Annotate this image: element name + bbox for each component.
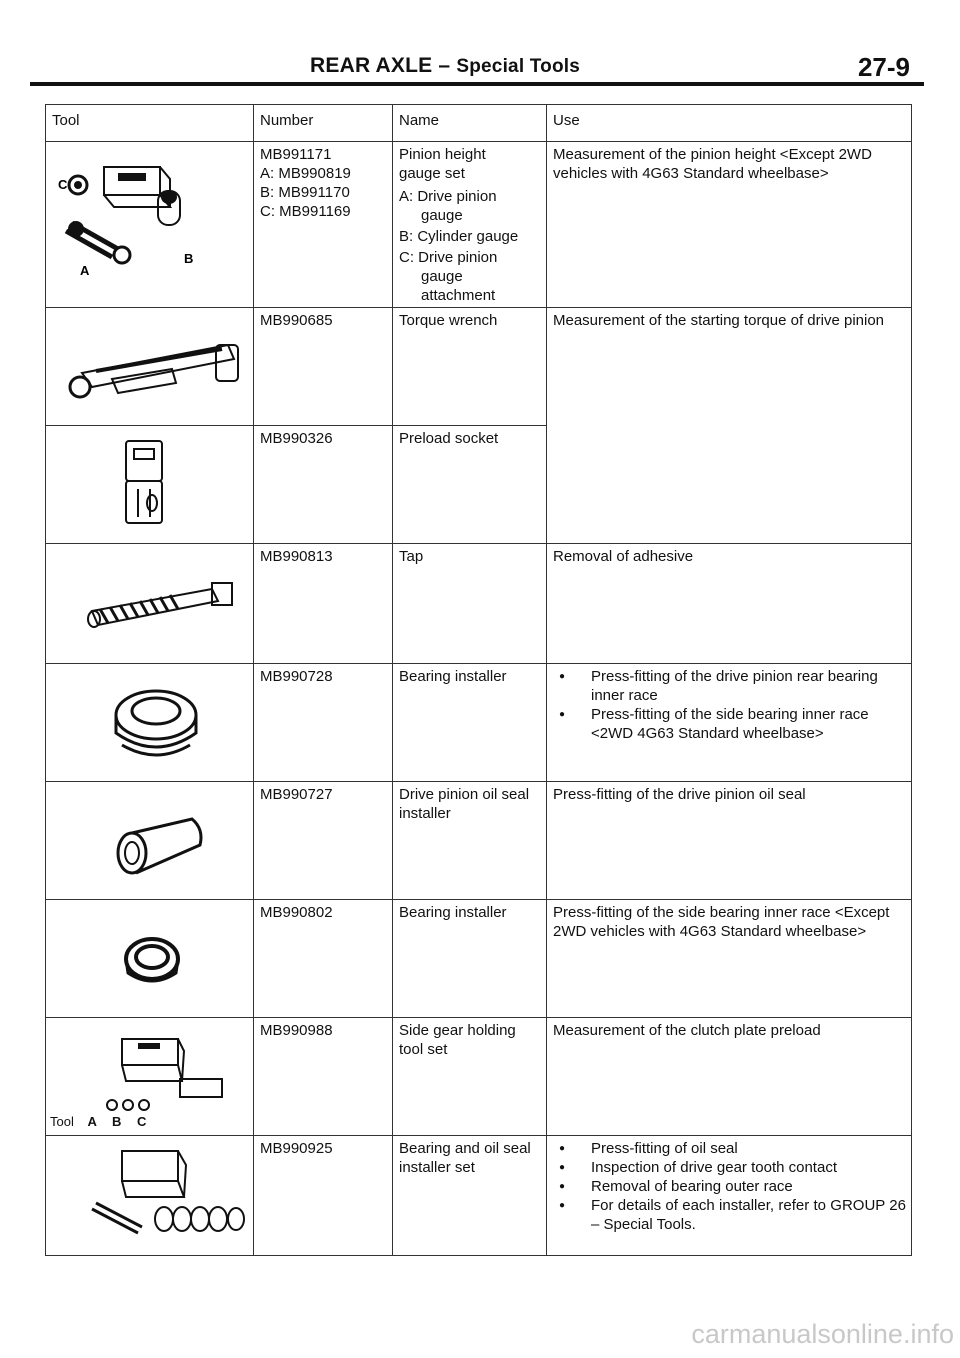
tool-name-cell: [393, 142, 547, 308]
bearing-oil-seal-installer-set-icon: [52, 1139, 248, 1251]
list-item: ● Press-fitting of the drive pinion rear bearing inner race: [553, 667, 906, 705]
section-subtitle: Special Tools: [456, 56, 581, 77]
table-row: [46, 1018, 912, 1136]
bearing-installer-icon: [52, 667, 248, 777]
tool-number-cell: MB990802: [254, 900, 393, 1018]
tool-name-cell: Side gear holding tool set: [393, 1018, 547, 1136]
list-item: ● Removal of bearing outer race: [553, 1177, 906, 1196]
column-header-use: Use: [547, 105, 912, 142]
tool-illustration-cell: [46, 308, 254, 426]
oil-seal-installer-icon: [52, 785, 248, 895]
table-row: [46, 900, 912, 1018]
column-header-tool: Tool: [46, 105, 254, 142]
side-bearing-installer-icon: [52, 903, 248, 1013]
gauge-label-a: A: [80, 263, 90, 278]
tool-number: B: MB991170: [260, 184, 350, 201]
page-header: [40, 52, 910, 80]
table-row: [46, 544, 912, 664]
tool-label: Tool: [50, 1114, 74, 1129]
table-row: [46, 1136, 912, 1256]
tool-illustration-cell: [46, 782, 254, 900]
table-row: [46, 782, 912, 900]
tool-use-cell: Measurement of the clutch plate preload: [547, 1018, 912, 1136]
tool-subname: C: Drive pinion: [399, 249, 498, 266]
use-list: [553, 667, 906, 743]
tool-illustration-cell: [46, 426, 254, 544]
table-header-row: [46, 105, 912, 142]
tool-illustration-cell: [46, 900, 254, 1018]
tool-number: C: MB991169: [260, 203, 351, 220]
tool-name: gauge set: [399, 165, 465, 182]
tool-use-cell: Removal of adhesive: [547, 544, 912, 664]
list-item: ● Press-fitting of oil seal: [553, 1139, 906, 1158]
tool-subname: gauge: [421, 207, 463, 224]
tool-use-cell: [547, 664, 912, 782]
table-row: [46, 664, 912, 782]
tool-subname: gauge: [421, 268, 463, 285]
tool-number-cell: MB990685: [254, 308, 393, 426]
tool-illustration-cell: [46, 142, 254, 308]
tool-illustration-cell: [46, 544, 254, 664]
tool-subname: attachment: [421, 287, 496, 304]
tool-illustration-cell: [46, 1018, 254, 1136]
tool-number-cell: MB990728: [254, 664, 393, 782]
tool-abc-label: [50, 1112, 152, 1131]
tool-use-cell: [547, 1136, 912, 1256]
preload-socket-icon: [52, 429, 248, 539]
title-dash: –: [438, 54, 451, 77]
pinion-height-gauge-set-icon: [52, 145, 248, 293]
gauge-label-c: C: [58, 177, 68, 192]
torque-wrench-icon: [52, 311, 248, 421]
list-item: ● Inspection of drive gear tooth contact: [553, 1158, 906, 1177]
tool-letters: A B C: [87, 1114, 153, 1129]
tool-name-cell: Bearing installer: [393, 664, 547, 782]
tool-name: Pinion height: [399, 146, 486, 163]
tool-use-cell: Measurement of the pinion height <Except 2WD vehicles with 4G63 Standard wheelbase>: [547, 142, 912, 308]
tool-use-cell: Press-fitting of the side bearing inner race <Except 2WD vehicles with 4G63 Standard wheelbase>: [547, 900, 912, 1018]
list-item: ● Press-fitting of the side bearing inner race <2WD 4G63 Standard wheelbase>: [553, 705, 906, 743]
tool-number-cell: [254, 142, 393, 308]
gauge-label-b: B: [184, 251, 194, 266]
tool-number: MB991171: [260, 146, 332, 163]
special-tools-table: [45, 104, 912, 1256]
tool-name-cell: Drive pinion oil seal installer: [393, 782, 547, 900]
tool-illustration-cell: [46, 664, 254, 782]
page-number: 27-9: [857, 52, 910, 82]
tool-name-cell: Bearing and oil seal installer set: [393, 1136, 547, 1256]
tool-number-cell: MB990727: [254, 782, 393, 900]
column-header-name: Name: [393, 105, 547, 142]
tool-illustration-cell: [46, 1136, 254, 1256]
section-title: REAR AXLE: [310, 54, 433, 77]
tool-number-cell: MB990813: [254, 544, 393, 664]
tool-use-cell: Measurement of the starting torque of drive pinion: [547, 308, 912, 544]
tool-number-cell: MB990988: [254, 1018, 393, 1136]
tool-number: A: MB990819: [260, 165, 351, 182]
watermark: carmanualsonline.info: [691, 1319, 954, 1349]
tool-name-cell: Bearing installer: [393, 900, 547, 1018]
header-rule: [30, 82, 924, 86]
table-row: [46, 308, 912, 426]
tool-number-cell: MB990326: [254, 426, 393, 544]
tool-number-cell: MB990925: [254, 1136, 393, 1256]
page-title: [310, 54, 580, 78]
tool-name-cell: Tap: [393, 544, 547, 664]
column-header-number: Number: [254, 105, 393, 142]
tool-use-cell: Press-fitting of the drive pinion oil seal: [547, 782, 912, 900]
tool-subname: A: Drive pinion: [399, 188, 497, 205]
table-row: [46, 142, 912, 308]
tool-name-cell: Torque wrench: [393, 308, 547, 426]
list-item: ● For details of each installer, refer to GROUP 26 – Special Tools.: [553, 1196, 906, 1234]
tap-icon: [52, 547, 248, 659]
tool-name-cell: Preload socket: [393, 426, 547, 544]
tool-subname: B: Cylinder gauge: [399, 228, 519, 245]
use-list: [553, 1139, 906, 1234]
